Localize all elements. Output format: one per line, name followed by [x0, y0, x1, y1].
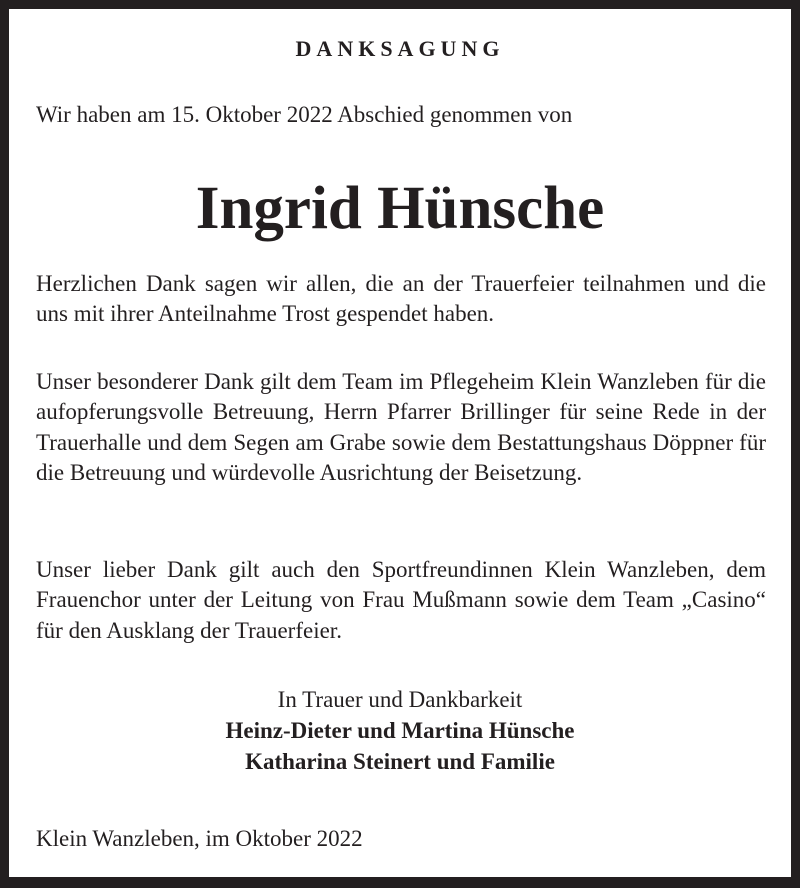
notice-heading: DANKSAGUNG: [295, 36, 505, 61]
thanks-paragraph-1: Herzlichen Dank sagen wir allen, die an der Trauerfeier teilnahmen und die uns mit ihrer Anteilnahme Trost gespendet haben.: [36, 271, 766, 327]
place-date: Klein Wanzleben, im Oktober 2022: [36, 826, 363, 851]
intro-line: Wir haben am 15. Oktober 2022 Abschied genommen von: [36, 102, 573, 127]
thanks-paragraph-3: Unser lieber Dank gilt auch den Sportfreundinnen Klein Wanzleben, dem Frauenchor unter der Leitung von Frau Mußmann sowie dem Team „Casino“ für den Ausklang der Trauerfeier.: [36, 557, 766, 643]
signatory-1: Heinz-Dieter und Martina Hünsche: [225, 718, 575, 743]
closing-block: [9, 684, 791, 777]
signatory-2: Katharina Steinert und Familie: [245, 749, 555, 774]
closing-phrase: In Trauer und Dankbarkeit: [277, 687, 523, 712]
obituary-card: [9, 9, 791, 877]
thanks-paragraph-2: Unser besonderer Dank gilt dem Team im Pflegeheim Klein Wanzleben für die aufopferungsvolle Betreuung, Herrn Pfarrer Brillinger für seine Rede in der Trauerhalle und dem Segen am Grabe sowie dem Bestattungshaus Döppner für die Betreuung und würdevolle Ausrichtung der Beisetzung.: [36, 369, 766, 486]
deceased-name: Ingrid Hünsche: [195, 175, 605, 242]
